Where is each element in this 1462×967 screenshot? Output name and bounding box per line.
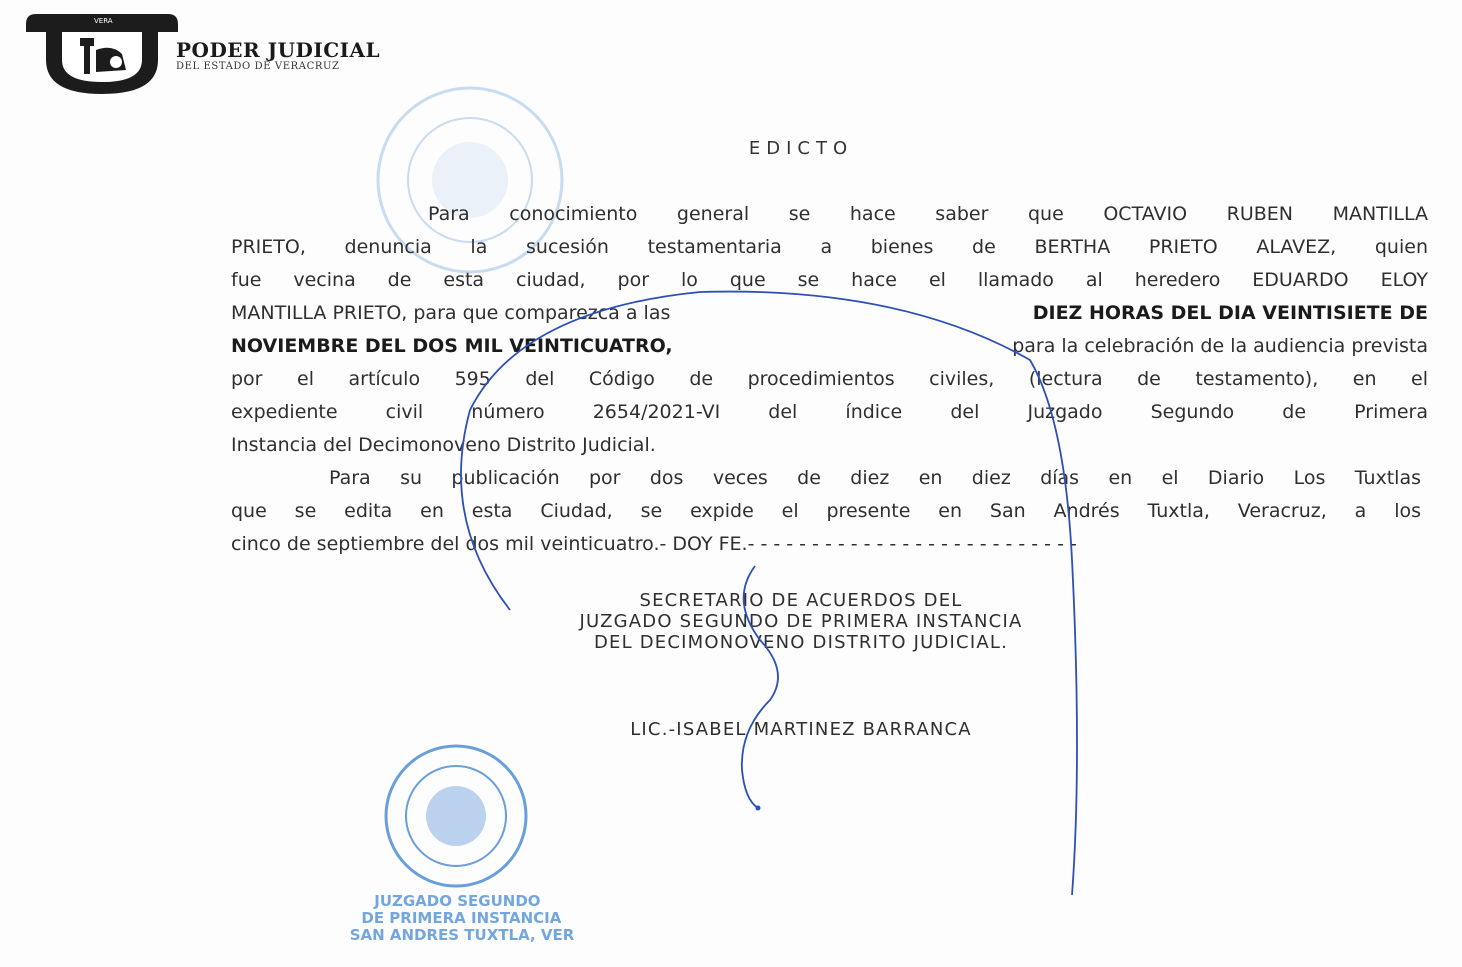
- body-line: PRIETO, denuncia la sucesión testamentaria a bienes de BERTHA PRIETO ALAVEZ, quien: [231, 236, 1428, 258]
- document-title: EDICTO: [748, 138, 854, 159]
- body-line: expediente civil número 2654/2021-VI del índice del Juzgado Segundo de Primera: [231, 401, 1428, 423]
- signature-title-line3: DEL DECIMONOVENO DISTRITO JUDICIAL.: [593, 632, 1009, 653]
- body-line: por el artículo 595 del Código de procedimientos civiles, (lectura de testamento), en el: [231, 368, 1428, 390]
- signature-title-line1: SECRETARIO DE ACUERDOS DEL: [639, 590, 963, 611]
- signature-title-line2: JUZGADO SEGUNDO DE PRIMERA INSTANCIA: [579, 611, 1023, 632]
- body-line: Para conocimiento general se hace saber que OCTAVIO RUBEN MANTILLA: [428, 203, 1428, 225]
- body-line: Instancia del Decimonoveno Distrito Judicial.: [231, 434, 656, 456]
- body-line: [231, 297, 1428, 330]
- poder-judicial-logo: [22, 10, 182, 96]
- org-subtitle: DEL ESTADO DE VERACRUZ: [176, 61, 340, 72]
- body-line: que se edita en esta Ciudad, se expide el presente en San Andrés Tuxtla, Veracruz, a los: [231, 500, 1421, 522]
- body-line: Para su publicación por dos veces de diez en diez días en el Diario Los Tuxtlas: [329, 467, 1421, 489]
- body-line: cinco de septiembre del dos mil veinticuatro.- DOY FE.- - - - - - - - - - - - - - - - - - - - - - - - - -: [231, 533, 1077, 555]
- svg-text:JUZGADO SEGUNDO DE PRI: JUZGADO SEGUNDO DE PRIMERA INSTANCIA SAN ANDRES TUXTLA, VER: [349, 892, 575, 944]
- court-seal-stamp: [318, 738, 610, 958]
- org-name: PODER JUDICIAL: [176, 38, 381, 62]
- header-org: [176, 38, 380, 72]
- signer-name: LIC.-ISABEL MARTINEZ BARRANCA: [630, 719, 972, 740]
- body-text: MANTILLA PRIETO, para que comparezca a las: [231, 302, 671, 324]
- hearing-date-part2: NOVIEMBRE DEL DOS MIL VEINTICUATRO,: [231, 335, 673, 357]
- body-line: [231, 330, 1428, 363]
- body-line: fue vecina de esta ciudad, por lo que se hace el llamado al heredero EDUARDO ELOY: [231, 269, 1428, 291]
- svg-text:VERA: VERA: [94, 17, 113, 25]
- body-text: para la celebración de la audiencia prevista: [1012, 335, 1428, 357]
- hearing-date-part1: DIEZ HORAS DEL DIA VEINTISIETE DE: [1032, 302, 1428, 324]
